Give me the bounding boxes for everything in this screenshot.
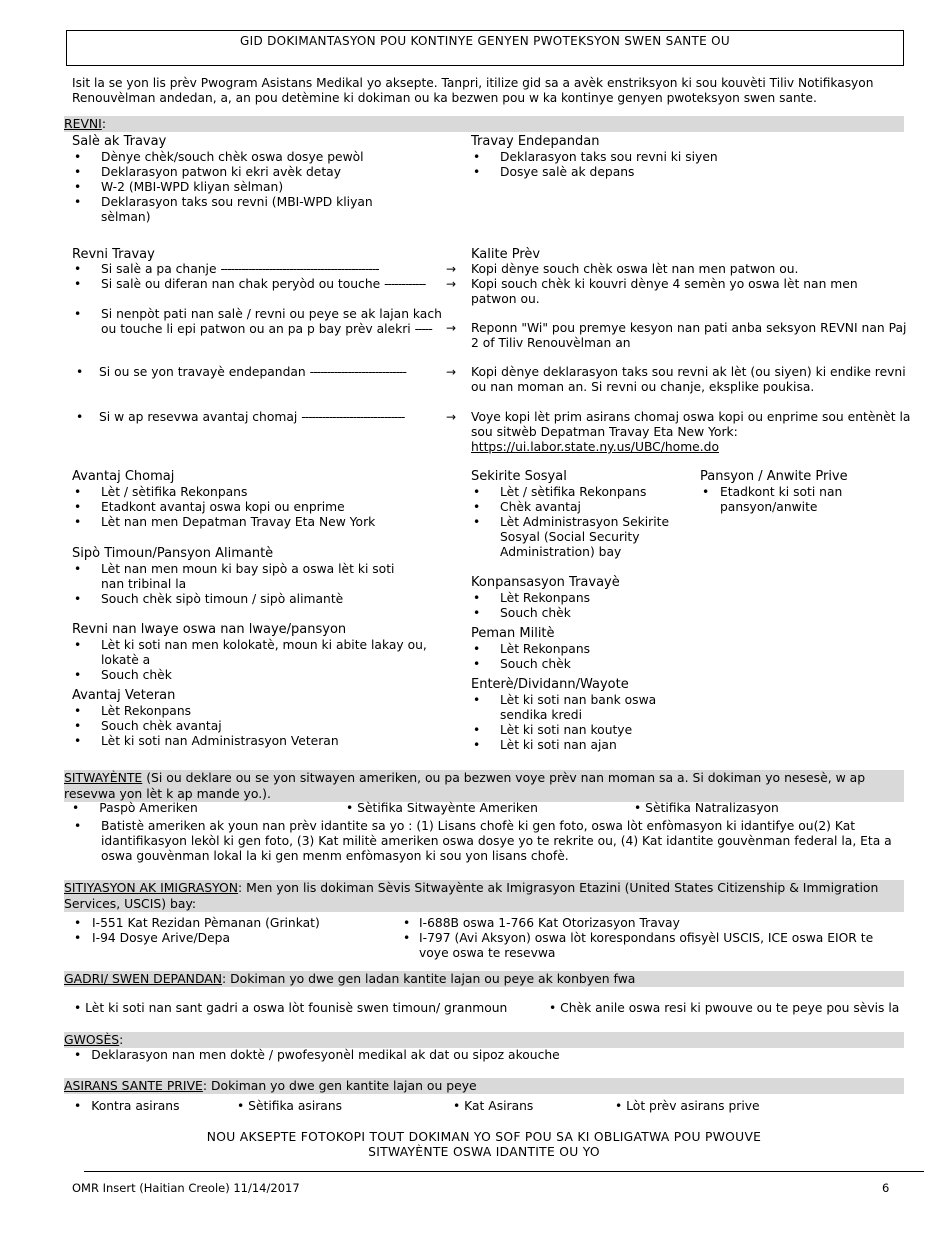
- ui-labor-link[interactable]: https://ui.labor.state.ny.us/UBC/home.do: [471, 440, 719, 454]
- pair-right-4: [471, 410, 916, 455]
- footer-label: OMR Insert (Haitian Creole) 11/14/2017: [72, 1181, 300, 1195]
- list-item: • Chèk avantaj: [471, 500, 686, 515]
- chomaj-block: [72, 469, 442, 530]
- footer-divider: [84, 1171, 924, 1172]
- entere-block: [471, 677, 686, 753]
- list-item: • Sètifika Sitwayènte Ameriken: [346, 801, 538, 815]
- pair-left-4: • Si w ap resevwa avantaj chomaj ------------------------------: [74, 410, 454, 425]
- imigrasyon-left: [72, 916, 392, 946]
- list-item: • Lèt ki soti nan koutye: [471, 723, 686, 738]
- pair-left-text: Si salè ou diferan nan chak peryòd ou touche: [101, 277, 381, 291]
- list-item: • Lèt Rekonpans: [471, 642, 686, 657]
- section-gadri-header: [64, 971, 904, 987]
- list-item: • Souch chèk avantaj: [72, 719, 442, 734]
- entere-title: Enterè/Dividann/Wayote: [471, 677, 629, 692]
- list-item: • I-94 Dosye Arive/Depa: [72, 931, 392, 946]
- pair-left-text: Si nenpòt pati nan salè / revni ou peye se ak lajan kach ou touche li epi patwon ou an pa p bay prèv alekri: [101, 307, 442, 336]
- list-item: • Souch chèk: [72, 668, 442, 683]
- list-item: • Deklarasyon nan men doktè / pwofesyonèl medikal ak dat ou sipoz akouche: [74, 1048, 560, 1062]
- list-item: • Sètifika asirans: [237, 1099, 343, 1113]
- revni-heading: REVNI: [64, 116, 102, 131]
- milite-block: [471, 626, 686, 672]
- chomaj-title: Avantaj Chomaj: [72, 469, 175, 484]
- konpansasyon-block: [471, 575, 686, 621]
- list-item: • Souch chèk sipò timoun / sipò alimantè: [72, 592, 442, 607]
- list-item: • Lèt ki soti nan bank oswa sendika kredi: [471, 693, 686, 723]
- asirans-desc: : Dokiman yo dwe gen kantite lajan ou peye: [202, 1078, 477, 1093]
- pair-left-text: Si ou se yon travayè endepandan: [99, 365, 306, 379]
- pair-right-2: Reponn "Wi" pou premye kesyon nan pati anba seksyon REVNI nan Paj 2 of Tiliv Renouvèlman an: [471, 321, 907, 350]
- list-item: • Lèt ki soti nan ajan: [471, 738, 686, 753]
- pair-left-text: Si w ap resevwa avantaj chomaj: [99, 410, 298, 424]
- list-item: • Souch chèk: [471, 657, 686, 672]
- pair-right-3: Kopi dènye deklarasyon taks sou revni ak lèt (ou siyen) ki endike revni ou nan moman an. Si revni ou chanje, eksplike poukisa.: [471, 365, 906, 394]
- list-item: • Lèt ki soti nan men kolokatè, moun ki abite lakay ou, lokatè a: [72, 638, 442, 668]
- list-item: • Lòt prèv asirans prive: [615, 1099, 760, 1113]
- list-item: • Lèt nan men Depatman Travay Eta New York: [72, 515, 442, 530]
- sosyal-block: [471, 469, 686, 560]
- note-line-2: SITWAYÈNTE OSWA IDANTITE OU YO: [368, 1145, 600, 1159]
- arrow-right-icon: →: [446, 321, 457, 335]
- page-title: GID DOKIMANTASYON POU KONTINYE GENYEN PWOTEKSYON SWEN SANTE OU: [66, 30, 904, 66]
- list-item: • Deklarasyon patwon ki ekri avèk detay: [72, 165, 402, 180]
- list-item: • Dosye salè ak depans: [471, 165, 891, 180]
- pair-left-0: • Si salè a pa chanje ----------------------------------------------: [72, 262, 452, 277]
- list-item: • W-2 (MBI-WPD kliyan sèlman): [72, 180, 402, 195]
- sale-title: Salè ak Travay: [72, 134, 167, 149]
- arrow-right-icon: →: [446, 262, 457, 276]
- list-item: • Batistè ameriken ak youn nan prèv idantite sa yo : (1) Lisans chofè ki gen foto, oswa lòt enfòmasyon ki idantifye ou(2) Kat idantifikasyon lekòl ki gen foto, (3) Kat militè ameriken oswa dosye yo te rekrite ou, (4) Kat idantite gouvènman federal la, Eta a oswa gouvènman lokal la ki gen menm enfòmasyon ki sou yon lisans chofè.: [72, 819, 902, 864]
- endepandan-title: Travay Endepandan: [471, 134, 600, 149]
- gwoses-colon: :: [119, 1032, 124, 1047]
- imigrasyon-heading: SITIYASYON AK IMIGRASYON: [64, 880, 239, 895]
- arrow-right-icon: →: [446, 365, 457, 379]
- section-gwoses-header: [64, 1032, 904, 1048]
- list-item: • Souch chèk: [471, 606, 686, 621]
- list-item: • Etadkont ki soti nan pansyon/anwite: [700, 485, 900, 515]
- list-item: • Kontra asirans: [74, 1099, 180, 1113]
- batiste-block: [72, 819, 902, 864]
- sipo-title: Sipò Timoun/Pansyon Alimantè: [72, 546, 274, 561]
- list-item: • Lèt / sètifika Rekonpans: [471, 485, 686, 500]
- gadri-heading: GADRI/ SWEN DEPANDAN: [64, 971, 223, 986]
- list-item: • Deklarasyon taks sou revni (MBI-WPD kliyan sèlman): [72, 195, 402, 225]
- pair-left-2: • Si nenpòt pati nan salè / revni ou peye se ak lajan kach ou touche li epi patwon ou an pa p bay prèv alekri -----: [72, 307, 457, 337]
- gwoses-heading: GWOSÈS: [64, 1032, 120, 1047]
- pair-right-text: Voye kopi lèt prim asirans chomaj oswa kopi ou enprime sou entènèt la sou sitwèb Depatman Travay Eta New York:: [471, 410, 911, 439]
- list-item: • Lèt Rekonpans: [72, 704, 442, 719]
- revni-colon: :: [101, 116, 107, 131]
- imigrasyon-desc: : Men yon lis dokiman Sèvis Sitwayènte ak Imigrasyon Etazini (United States Citizenship & Immigration Services, USCIS) bay:: [64, 880, 879, 911]
- list-item: • Lèt ki soti nan Administrasyon Veteran: [72, 734, 442, 749]
- arrow-right-icon: →: [446, 277, 457, 291]
- sosyal-title: Sekirite Sosyal: [471, 469, 567, 484]
- note-line-1: NOU AKSEPTE FOTOKOPI TOUT DOKIMAN YO SOF POU SA KI OBLIGATWA POU PWOUVE: [206, 1130, 762, 1144]
- lwaye-block: [72, 622, 442, 683]
- sale-block: [72, 134, 402, 225]
- pair-left-1: • Si salè ou diferan nan chak peryòd ou touche ------------: [72, 277, 452, 292]
- list-item: • I-688B oswa 1-766 Kat Otorizasyon Travay: [401, 916, 901, 931]
- pansyon-title: Pansyon / Anwite Prive: [700, 469, 848, 484]
- section-revni-header: [64, 116, 904, 132]
- section-sitwayente-header: [64, 770, 904, 802]
- endepandan-block: [471, 134, 891, 180]
- list-item: • Etadkont avantaj oswa kopi ou enprime: [72, 500, 442, 515]
- veteran-title: Avantaj Veteran: [72, 688, 176, 703]
- pair-left-3: • Si ou se yon travayè endepandan ----------------------------: [74, 365, 454, 380]
- list-item: • Deklarasyon taks sou revni ki siyen: [471, 150, 891, 165]
- list-item: • Kat Asirans: [453, 1099, 534, 1113]
- list-item: • Sètifika Natralizasyon: [634, 801, 779, 815]
- list-item: • Lèt nan men moun ki bay sipò a oswa lèt ki soti nan tribinal la: [72, 562, 401, 592]
- list-item: • Lèt Administrasyon Sekirite Sosyal (Social Security Administration) bay: [471, 515, 686, 560]
- page-number: 6: [882, 1181, 890, 1195]
- section-imigrasyon-header: [64, 880, 904, 912]
- sitwayente-heading: SITWAYÈNTE: [64, 770, 143, 785]
- pansyon-block: [700, 469, 900, 515]
- list-item: • Lèt ki soti nan sant gadri a oswa lòt founisè swen timoun/ granmoun: [74, 1001, 508, 1015]
- lwaye-title: Revni nan lwaye oswa nan lwaye/pansyon: [72, 622, 347, 637]
- list-item: • I-797 (Avi Aksyon) oswa lòt korespondans ofisyèl USCIS, ICE oswa EIOR te voye oswa te resevwa: [401, 931, 901, 961]
- photocopy-note: [64, 1130, 904, 1160]
- revni-travay-title: Revni Travay: [72, 247, 155, 262]
- veteran-block: [72, 688, 442, 749]
- list-item: • Lèt / sètifika Rekonpans: [72, 485, 442, 500]
- gadri-desc: : Dokiman yo dwe gen ladan kantite lajan ou peye ak konbyen fwa: [222, 971, 636, 986]
- imigrasyon-right: [401, 916, 901, 961]
- pair-right-1: Kopi souch chèk ki kouvri dènye 4 semèn yo oswa lèt nan men patwon ou.: [471, 277, 858, 306]
- list-item: • Lèt Rekonpans: [471, 591, 686, 606]
- section-asirans-header: [64, 1078, 904, 1094]
- sitwayente-desc: (Si ou deklare ou se yon sitwayen ameriken, ou pa bezwen voye prèv nan moman sa a. Si dokiman yo nesesè, w ap resevwa yon lèt k ap mande yo.).: [64, 770, 866, 801]
- konpansasyon-title: Konpansasyon Travayè: [471, 575, 620, 590]
- list-item: • Dènye chèk/souch chèk oswa dosye pewòl: [72, 150, 402, 165]
- list-item: • Paspò Ameriken: [72, 801, 198, 815]
- asirans-heading: ASIRANS SANTE PRIVE: [64, 1078, 203, 1093]
- kalite-prev-title: Kalite Prèv: [471, 247, 541, 262]
- pair-left-text: Si salè a pa chanje: [101, 262, 217, 276]
- arrow-right-icon: →: [446, 410, 457, 424]
- milite-title: Peman Militè: [471, 626, 555, 641]
- pair-right-0: Kopi dènye souch chèk oswa lèt nan men patwon ou.: [471, 262, 799, 276]
- list-item: • I-551 Kat Rezidan Pèmanan (Grinkat): [72, 916, 392, 931]
- sipo-block: [72, 546, 442, 607]
- intro-paragraph: Isit la se yon lis prèv Pwogram Asistans Medikal yo aksepte. Tanpri, itilize gid sa a avèk enstriksyon ki sou kouvèti Tiliv Notifikasyon Renouvèlman andedan, a, an pou detèmine ki dokiman ou ka bezwen pou w ka kontinye genyen pwoteksyon swen sante.: [72, 76, 874, 105]
- list-item: • Chèk anile oswa resi ki pwouve ou te peye pou sèvis la: [549, 1001, 900, 1015]
